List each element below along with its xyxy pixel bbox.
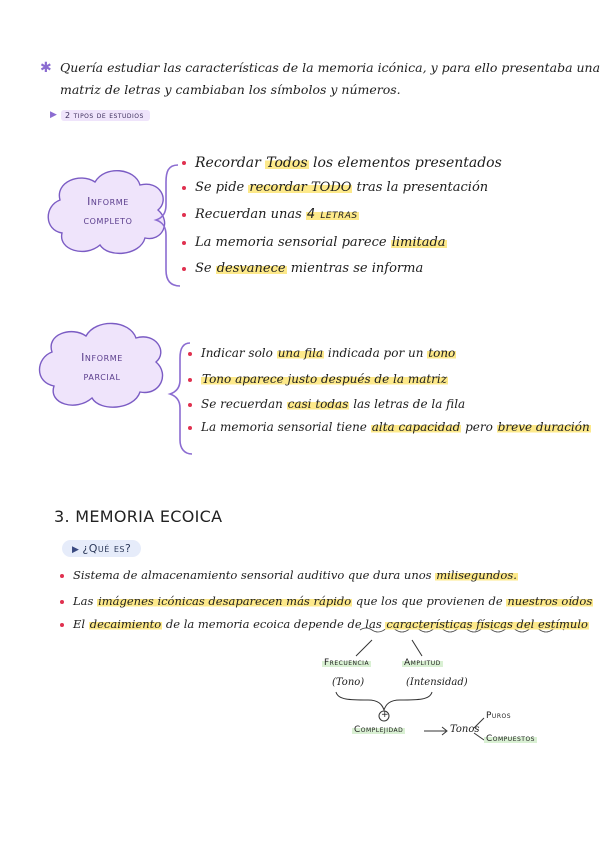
informe-parcial-label	[56, 348, 148, 386]
asterisk-icon: ✱	[40, 60, 52, 76]
parcial-item: La memoria sensorial tiene alta capacidad pero breve duración	[188, 420, 591, 434]
bullet-dot	[188, 352, 192, 356]
puros-label: Puros	[486, 711, 512, 721]
section3-item: Sistema de almacenamiento sensorial auditivo que dura unos milisegundos.	[60, 568, 518, 582]
triangle-bullet-icon: ▶	[72, 545, 79, 555]
complejidad-label: Complejidad	[354, 725, 404, 735]
plus-symbol: +	[381, 710, 390, 720]
completo-item: Recuerdan unas 4 letras	[182, 207, 359, 222]
informe-completo-line2: completo	[83, 214, 133, 227]
bullet-dot	[182, 161, 186, 165]
informe-completo-line1: Informe	[87, 195, 129, 208]
bullet-dot	[188, 426, 192, 430]
bullet-dot	[60, 623, 64, 627]
intro-line-2: matriz de letras y cambiaban los símbolos y números.	[60, 82, 401, 97]
bullet-dot	[182, 241, 186, 245]
completo-item: Se pide recordar TODO tras la presentación	[182, 180, 488, 195]
informe-parcial-line2: parcial	[83, 370, 121, 383]
section3-item: El decaimiento de la memoria ecoica depende de las características físicas del estímulo	[60, 617, 589, 631]
completo-item: Recordar Todos los elementos presentados	[182, 155, 502, 171]
intro-line-1: Quería estudiar las características de la memoria icónica, y para ello presentaba una	[60, 60, 600, 75]
question-text: ¿Qué es?	[82, 542, 132, 555]
parcial-item: Tono aparece justo después de la matriz	[188, 372, 448, 386]
section3-item: Las imágenes icónicas desaparecen más rápido que los que provienen de nuestros oídos	[60, 594, 593, 608]
informe-completo-label	[62, 192, 154, 230]
frecuencia-label: Frecuencia	[324, 658, 370, 668]
studies-tag: 2 tipos de estudios	[61, 110, 150, 121]
bullet-dot	[182, 213, 186, 217]
amplitud-label: Amplitud	[404, 658, 441, 668]
diagram-brace	[336, 692, 432, 710]
tono-label: (Tono)	[332, 677, 365, 688]
intensidad-label: (Intensidad)	[406, 677, 468, 688]
bullet-dot	[60, 600, 64, 604]
compuestos-label: Compuestos	[486, 734, 535, 744]
question-pill	[62, 540, 141, 557]
bullet-dot	[60, 574, 64, 578]
informe-parcial-line1: Informe	[81, 351, 123, 364]
parcial-item: Indicar solo una fila indicada por un tono	[188, 346, 456, 360]
bullet-dot	[182, 267, 186, 271]
completo-item: Se desvanece mientras se informa	[182, 261, 423, 276]
tonos-label: Tonos	[450, 724, 480, 735]
completo-item: La memoria sensorial parece limitada	[182, 235, 447, 250]
bullet-dot	[182, 186, 186, 190]
bullet-dot	[188, 403, 192, 407]
section-heading: 3. MEMORIA ECOICA	[54, 507, 223, 526]
parcial-item: Se recuerdan casi todas las letras de la fila	[188, 397, 465, 411]
bullet-dot	[188, 378, 192, 382]
triangle-bullet-icon: ▶	[50, 110, 57, 120]
